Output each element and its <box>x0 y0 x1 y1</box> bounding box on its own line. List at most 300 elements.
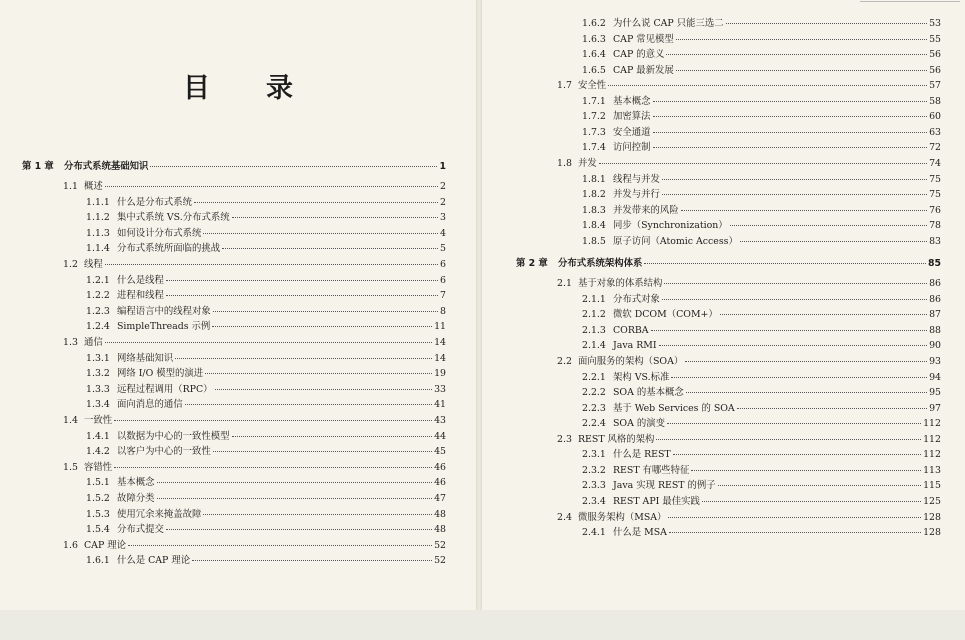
toc-entry-title: 使用冗余来掩盖故障 <box>117 508 202 520</box>
toc-entry-title: CAP 常见模型 <box>613 33 674 45</box>
toc-leader-dots <box>599 163 927 164</box>
toc-leader-dots <box>215 389 433 390</box>
toc-leader-dots <box>644 263 926 264</box>
toc-entry-page: 43 <box>434 415 446 426</box>
toc-entry-number: 2.1.3 <box>582 324 606 336</box>
toc-leader-dots <box>664 283 927 284</box>
toc-entry-number: 1.3.1 <box>86 352 110 364</box>
toc-entry-number: 1.7.2 <box>582 111 606 123</box>
toc-leader-dots <box>157 498 433 499</box>
toc-entry-page: 63 <box>929 126 941 138</box>
toc-entry-number: 1.5.1 <box>86 477 110 489</box>
toc-leader-dots <box>212 326 432 327</box>
toc-entry-page: 52 <box>434 555 446 567</box>
toc-entry-number: 2.2.3 <box>582 402 606 414</box>
toc-entry-number: 2.3.2 <box>582 464 606 476</box>
toc-leader-dots <box>203 514 432 515</box>
toc-entry-number: 1.1.1 <box>86 196 110 208</box>
toc-leader-dots <box>157 482 433 483</box>
toc-entry-number: 1.4.1 <box>86 430 110 442</box>
toc-entry-page: 128 <box>923 527 941 539</box>
toc-entry-title: 基本概念 <box>613 95 651 107</box>
toc-entry-number: 2.3 <box>557 433 572 445</box>
toc-entry-page: 128 <box>923 511 941 523</box>
toc-leader-dots <box>105 186 438 187</box>
toc-entry-1.2.1 <box>86 275 446 286</box>
toc-entry-1.7.3 <box>582 127 941 138</box>
toc-leader-dots <box>653 132 928 133</box>
toc-entry-title: 什么是 REST <box>613 449 671 461</box>
toc-leader-dots <box>128 545 432 546</box>
toc-leader-dots <box>702 501 921 502</box>
toc-leader-dots <box>105 264 438 265</box>
toc-entry-page: 125 <box>923 495 941 507</box>
toc-entry-page: 112 <box>923 449 941 461</box>
toc-entry-title: 并发与并行 <box>613 189 660 201</box>
toc-leader-dots <box>213 311 438 312</box>
toc-entry-number: 1.6.3 <box>582 33 606 45</box>
toc-entry-title: 容错性 <box>84 461 113 473</box>
toc-entry-title: 什么是 MSA <box>613 527 667 539</box>
toc-entry-1.3 <box>63 337 446 348</box>
toc-entry-1.7.2 <box>582 111 941 122</box>
toc-entry-number: 1.3 <box>63 337 78 348</box>
toc-entry-title: 原子访问（Atomic Access） <box>613 235 738 247</box>
toc-entry-title: 安全通道 <box>613 126 651 138</box>
toc-entry-number: 1.8.5 <box>582 235 606 247</box>
toc-entry-2.4 <box>557 512 941 523</box>
right-page <box>482 0 965 610</box>
toc-entry-page: 72 <box>929 142 941 154</box>
toc-entry-page: 45 <box>434 446 446 458</box>
toc-entry-1.5 <box>63 462 446 473</box>
toc-leader-dots <box>667 423 921 424</box>
toc-entry-1.7.1 <box>582 96 941 107</box>
toc-entry-title: 概述 <box>84 181 103 192</box>
toc-entry-title: REST API 最佳实践 <box>613 495 700 507</box>
toc-entry-1.8 <box>557 158 941 169</box>
toc-leader-dots <box>194 202 438 203</box>
toc-leader-dots <box>232 217 438 218</box>
toc-entry-1.4 <box>63 415 446 426</box>
toc-entry-2 <box>516 258 941 269</box>
toc-entry-page: 97 <box>929 402 941 414</box>
toc-entry-title: 加密算法 <box>613 111 651 123</box>
toc-entry-number: 第 2 章 <box>516 258 548 270</box>
toc-entry-page: 19 <box>434 368 446 380</box>
toc-entry-number: 1.2.2 <box>86 290 110 302</box>
toc-leader-dots <box>653 116 928 117</box>
toc-entry-title: 通信 <box>84 337 103 348</box>
toc-entry-1.5.2 <box>86 493 446 504</box>
toc-entry-page: 14 <box>434 337 446 348</box>
toc-leader-dots <box>720 314 927 315</box>
toc-leader-dots <box>222 248 438 249</box>
toc-entry-number: 1.4.2 <box>86 446 110 458</box>
toc-entry-1.2.3 <box>86 306 446 317</box>
toc-leader-dots <box>676 70 927 71</box>
toc-entry-1.1.2 <box>86 212 446 223</box>
toc-entry-page: 8 <box>440 305 446 317</box>
toc-entry-title: 远程过程调用（RPC） <box>117 383 213 395</box>
toc-leader-dots <box>681 210 927 211</box>
toc-entry-1.6 <box>63 540 446 551</box>
toc-entry-page: 46 <box>434 461 446 473</box>
toc-entry-number: 1.6 <box>63 539 78 551</box>
toc-entry-number: 2.3.1 <box>582 449 606 461</box>
toc-leader-dots <box>730 225 927 226</box>
toc-entry-1.1 <box>63 181 446 192</box>
toc-leader-dots <box>686 392 927 393</box>
toc-leader-dots <box>737 408 927 409</box>
toc-entry-page: 88 <box>929 324 941 336</box>
toc-entry-number: 1.5.4 <box>86 524 110 536</box>
toc-entry-number: 1.5 <box>63 461 78 473</box>
toc-entry-title: 架构 VS.标准 <box>613 371 670 383</box>
toc-entry-1.8.4 <box>582 220 941 231</box>
toc-entry-number: 1.3.2 <box>86 368 110 380</box>
toc-entry-number: 1.2 <box>63 259 78 270</box>
toc-entry-page: 112 <box>923 433 941 445</box>
toc-entry-title: 以数据为中心的一致性模型 <box>117 430 230 442</box>
toc-entry-page: 44 <box>434 430 446 442</box>
toc-leader-dots <box>105 342 432 343</box>
toc-entry-number: 1.1.4 <box>86 243 110 255</box>
toc-entry-page: 3 <box>440 212 446 224</box>
toc-entry-2.3.3 <box>582 480 941 491</box>
toc-entry-page: 95 <box>929 387 941 399</box>
toc-leader-dots <box>203 233 438 234</box>
toc-entry-title: 访问控制 <box>613 142 651 154</box>
toc-entry-page: 113 <box>923 464 941 476</box>
toc-entry-title: 网络 I/O 模型的演进 <box>117 368 204 380</box>
toc-entry-title: 什么是分布式系统 <box>117 196 193 208</box>
bottom-margin <box>0 610 965 640</box>
toc-leader-dots <box>726 23 927 24</box>
toc-entry-1.6.4 <box>582 49 941 60</box>
toc-leader-dots <box>666 54 927 55</box>
toc-entry-number: 2.1.4 <box>582 340 606 352</box>
toc-entry-2.1 <box>557 278 941 289</box>
toc-entry-title: 分布式系统基础知识 <box>64 161 149 172</box>
toc-entry-number: 1.8.3 <box>582 204 606 216</box>
toc-entry-page: 55 <box>929 33 941 45</box>
toc-entry-1.1.1 <box>86 197 446 208</box>
toc-entry-title: 什么是 CAP 理论 <box>117 555 191 567</box>
toc-leader-dots <box>718 485 921 486</box>
toc-entry-number: 1.2.4 <box>86 321 110 333</box>
toc-entry-1.4.1 <box>86 431 446 442</box>
toc-entry-1.2.4 <box>86 321 446 332</box>
toc-entry-page: 94 <box>929 371 941 383</box>
toc-entry-page: 87 <box>929 309 941 321</box>
toc-entry-number: 1.4 <box>63 415 78 426</box>
toc-entry-1.2 <box>63 259 446 270</box>
toc-entry-number: 1.5.3 <box>86 508 110 520</box>
toc-entry-title: 进程和线程 <box>117 290 164 302</box>
toc-entry-title: 一致性 <box>84 415 113 426</box>
toc-entry-page: 47 <box>434 493 446 504</box>
toc-leader-dots <box>691 470 921 471</box>
toc-entry-1.3.1 <box>86 353 446 364</box>
toc-leader-dots <box>662 194 927 195</box>
toc-entry-2.1.1 <box>582 294 941 305</box>
toc-entry-page: 75 <box>929 173 941 185</box>
toc-entry-1.6.5 <box>582 65 941 76</box>
toc-entry-1.3.3 <box>86 384 446 395</box>
toc-entry-2.2.4 <box>582 418 941 429</box>
toc-entry-title: 面向消息的通信 <box>117 399 183 411</box>
toc-entry-title: 如何设计分布式系统 <box>117 227 202 239</box>
toc-entry-number: 1.6.1 <box>86 555 110 567</box>
toc-entry-title: CORBA <box>613 324 649 336</box>
toc-entry-title: REST 风格的架构 <box>578 433 655 445</box>
toc-entry-title: 安全性 <box>578 80 607 92</box>
toc-entry-page: 33 <box>434 383 446 395</box>
toc-entry-title: SOA 的基本概念 <box>613 387 684 399</box>
toc-entry-number: 第 1 章 <box>22 161 54 172</box>
toc-entry-title: CAP 理论 <box>84 539 126 551</box>
toc-leader-dots <box>659 345 927 346</box>
toc-leader-dots <box>213 451 432 452</box>
toc-entry-page: 112 <box>923 418 941 430</box>
toc-entry-number: 2.2.4 <box>582 418 606 430</box>
toc-entry-1.3.2 <box>86 368 446 379</box>
toc-entry-page: 78 <box>929 220 941 232</box>
toc-leader-dots <box>676 39 927 40</box>
toc-leader-dots <box>114 467 432 468</box>
toc-entry-title: SimpleThreads 示例 <box>117 321 211 333</box>
toc-leader-dots <box>740 241 927 242</box>
toc-entry-page: 90 <box>929 340 941 352</box>
toc-entry-title: 基本概念 <box>117 477 155 489</box>
toc-leader-dots <box>166 295 438 296</box>
toc-entry-1.6.3 <box>582 34 941 45</box>
toc-entry-page: 4 <box>440 227 446 239</box>
toc-entry-1.3.4 <box>86 399 446 410</box>
toc-entry-2.4.1 <box>582 527 941 538</box>
toc-entry-title: 微服务架构（MSA） <box>578 511 667 523</box>
toc-leader-dots <box>662 299 927 300</box>
toc-entry-2.3.1 <box>582 449 941 460</box>
toc-entry-page: 7 <box>440 290 446 302</box>
toc-entry-2.2.3 <box>582 403 941 414</box>
toc-entry-number: 1.1.3 <box>86 227 110 239</box>
left-page <box>0 0 476 610</box>
toc-entry-number: 1.6.4 <box>582 49 606 61</box>
toc-leader-dots <box>192 560 432 561</box>
toc-entry-page: 115 <box>923 480 941 492</box>
toc-entry-page: 60 <box>929 111 941 123</box>
toc-entry-title: 线程 <box>84 259 103 270</box>
toc-entry-page: 86 <box>929 278 941 290</box>
toc-entry-number: 1.2.1 <box>86 274 110 286</box>
toc-entry-page: 58 <box>929 95 941 107</box>
toc-entry-number: 1.7 <box>557 80 572 92</box>
toc-entry-1.5.3 <box>86 509 446 520</box>
toc-entry-2.1.2 <box>582 309 941 320</box>
toc-entry-title: CAP 的意义 <box>613 49 665 61</box>
toc-entry-number: 2.2.2 <box>582 387 606 399</box>
toc-leader-dots <box>150 166 437 167</box>
toc-leader-dots <box>651 330 927 331</box>
toc-leader-dots <box>166 280 438 281</box>
toc-entry-number: 1.6.2 <box>582 18 606 29</box>
toc-entry-number: 1.8.1 <box>582 173 606 185</box>
toc-entry-page: 2 <box>440 196 446 208</box>
toc-leader-dots <box>668 517 921 518</box>
toc-entry-1.8.3 <box>582 205 941 216</box>
toc-entry-2.1.4 <box>582 340 941 351</box>
toc-entry-number: 2.1.1 <box>582 293 606 305</box>
toc-entry-title: 微软 DCOM（COM+） <box>613 309 718 321</box>
toc-entry-number: 2.4.1 <box>582 527 606 539</box>
toc-entry-title: 基于 Web Services 的 SOA <box>613 402 735 414</box>
toc-entry-number: 2.3.3 <box>582 480 606 492</box>
toc-entry-page: 5 <box>440 243 446 255</box>
toc-leader-dots <box>166 529 432 530</box>
toc-entry-page: 75 <box>929 189 941 201</box>
toc-entry-title: 并发带来的风险 <box>613 204 679 216</box>
toc-entry-number: 1.1 <box>63 181 78 192</box>
toc-leader-dots <box>671 377 927 378</box>
toc-leader-dots <box>673 454 921 455</box>
toc-entry-1.7.4 <box>582 142 941 153</box>
toc-leader-dots <box>685 361 927 362</box>
toc-entry-title: 分布式对象 <box>613 293 660 305</box>
toc-entry-1.8.1 <box>582 174 941 185</box>
toc-entry-page: 86 <box>929 293 941 305</box>
toc-entry-2.2.1 <box>582 372 941 383</box>
toc-entry-number: 1.7.3 <box>582 126 606 138</box>
title-char-1: 目 <box>183 73 210 104</box>
toc-leader-dots <box>175 358 432 359</box>
toc-entry-page: 85 <box>927 258 941 270</box>
toc-entry-page: 56 <box>929 64 941 76</box>
toc-entry-page: 83 <box>929 235 941 247</box>
toc-leader-dots <box>205 373 432 374</box>
toc-entry-number: 1.3.3 <box>86 383 110 395</box>
toc-entry-number: 1.7.1 <box>582 95 606 107</box>
toc-entry-1.4.2 <box>86 446 446 457</box>
toc-entry-title: 集中式系统 VS.分布式系统 <box>117 212 230 224</box>
toc-entry-number: 2.2 <box>557 356 572 367</box>
toc-entry-1 <box>22 161 446 172</box>
toc-entry-number: 1.6.5 <box>582 64 606 76</box>
toc-entry-title: 网络基础知识 <box>117 352 174 364</box>
toc-entry-page: 6 <box>440 259 446 270</box>
toc-entry-number: 1.5.2 <box>86 493 110 504</box>
toc-entry-number: 2.3.4 <box>582 495 606 507</box>
toc-entry-page: 52 <box>434 539 446 551</box>
toc-entry-title: Java RMI <box>613 340 657 352</box>
toc-entry-page: 48 <box>434 508 446 520</box>
toc-entry-title: SOA 的演变 <box>613 418 665 430</box>
toc-entry-page: 6 <box>440 274 446 286</box>
toc-entry-page: 1 <box>439 161 446 172</box>
title-char-2: 录 <box>266 73 293 104</box>
top-rule <box>860 1 960 2</box>
toc-leader-dots <box>662 179 927 180</box>
toc-entry-number: 1.7.4 <box>582 142 606 154</box>
toc-entry-page: 46 <box>434 477 446 489</box>
toc-entry-2.2 <box>557 356 941 367</box>
toc-leader-dots <box>656 439 921 440</box>
toc-entry-title: 并发 <box>578 157 597 169</box>
toc-entry-1.1.4 <box>86 243 446 254</box>
toc-entry-title: 以客户为中心的一致性 <box>117 446 211 458</box>
toc-entry-title: 分布式提交 <box>117 524 164 536</box>
toc-entry-page: 53 <box>929 18 941 29</box>
toc-entry-number: 2.1 <box>557 278 572 290</box>
toc-entry-title: 什么是线程 <box>117 274 164 286</box>
toc-entry-number: 1.1.2 <box>86 212 110 224</box>
toc-entry-title: REST 有哪些特征 <box>613 464 690 476</box>
toc-entry-title: 分布式系统所面临的挑战 <box>117 243 221 255</box>
toc-entry-1.2.2 <box>86 290 446 301</box>
toc-entry-title: CAP 最新发展 <box>613 64 674 76</box>
toc-entry-title: 面向服务的架构（SOA） <box>578 356 684 367</box>
toc-entry-title: 基于对象的体系结构 <box>578 278 663 290</box>
toc-entry-number: 2.1.2 <box>582 309 606 321</box>
toc-leader-dots <box>669 532 921 533</box>
toc-entry-number: 2.4 <box>557 511 572 523</box>
toc-entry-1.7 <box>557 80 941 91</box>
toc-entry-page: 11 <box>434 321 446 333</box>
toc-entry-2.3.4 <box>582 496 941 507</box>
toc-entry-1.5.4 <box>86 524 446 535</box>
toc-entry-2.3.2 <box>582 465 941 476</box>
toc-entry-1.6.2 <box>582 18 941 29</box>
toc-entry-page: 56 <box>929 49 941 61</box>
toc-entry-2.2.2 <box>582 387 941 398</box>
toc-entry-1.8.5 <box>582 236 941 247</box>
toc-entry-1.8.2 <box>582 189 941 200</box>
toc-entry-page: 41 <box>434 399 446 411</box>
toc-entry-number: 2.2.1 <box>582 371 606 383</box>
toc-entry-page: 57 <box>929 80 941 92</box>
toc-leader-dots <box>653 101 928 102</box>
toc-entry-1.5.1 <box>86 477 446 488</box>
toc-entry-number: 1.3.4 <box>86 399 110 411</box>
toc-entry-number: 1.8.4 <box>582 220 606 232</box>
toc-entry-number: 1.8 <box>557 157 572 169</box>
toc-leader-dots <box>608 85 927 86</box>
toc-entry-page: 48 <box>434 524 446 536</box>
toc-entry-2.1.3 <box>582 325 941 336</box>
toc-entry-page: 14 <box>434 352 446 364</box>
toc-entry-title: 同步（Synchronization） <box>613 220 728 232</box>
toc-leader-dots <box>232 436 433 437</box>
toc-leader-dots <box>114 420 432 421</box>
toc-entry-title: Java 实现 REST 的例子 <box>613 480 716 492</box>
toc-entry-title: 编程语言中的线程对象 <box>117 305 211 317</box>
toc-entry-page: 2 <box>440 181 446 192</box>
toc-leader-dots <box>653 147 928 148</box>
toc-entry-1.6.1 <box>86 555 446 566</box>
toc-leader-dots <box>185 404 432 405</box>
toc-entry-2.3 <box>557 434 941 445</box>
toc-entry-page: 93 <box>929 356 941 367</box>
page-title <box>183 66 293 105</box>
toc-entry-title: 为什么说 CAP 只能三选二 <box>613 18 724 29</box>
toc-entry-page: 74 <box>929 157 941 169</box>
toc-entry-1.1.3 <box>86 228 446 239</box>
toc-entry-title: 分布式系统架构体系 <box>558 258 643 270</box>
toc-entry-title: 故障分类 <box>117 493 155 504</box>
toc-entry-title: 线程与并发 <box>613 173 660 185</box>
toc-entry-page: 76 <box>929 204 941 216</box>
